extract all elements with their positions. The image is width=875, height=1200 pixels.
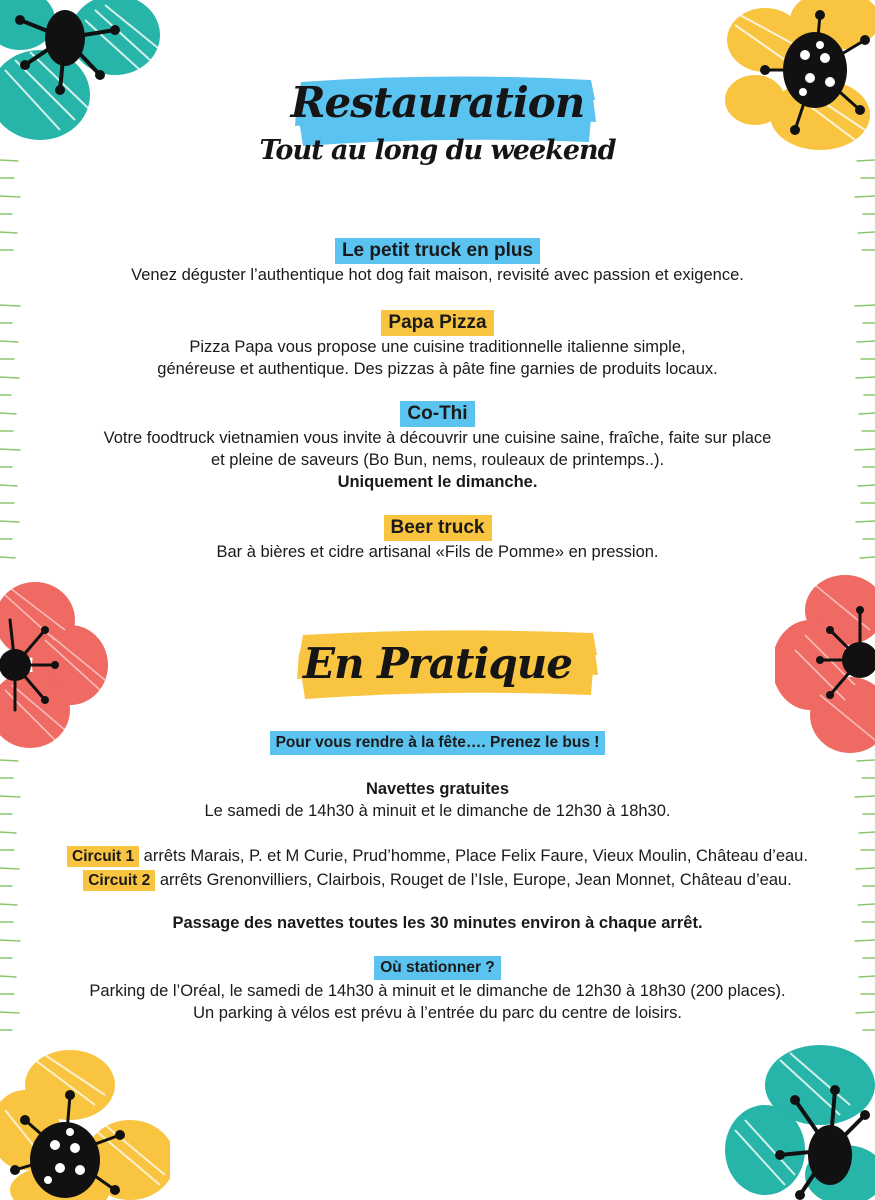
vendor-name-tag: Papa Pizza bbox=[381, 310, 493, 336]
circuit-stops: arrêts Marais, P. et M Curie, Prud’homme, Place Felix Faure, Vieux Moulin, Château d’eau. bbox=[143, 847, 808, 865]
vendor-le-petit-truck bbox=[40, 238, 835, 286]
navettes-block bbox=[40, 778, 835, 822]
circuit-stops: arrêts Grenonvilliers, Clairbois, Rouget de l’Isle, Europe, Jean Monnet, Château d’eau. bbox=[159, 871, 792, 889]
parking-line: Parking de l’Oréal, le samedi de 14h30 à minuit et le dimanche de 12h30 à 18h30 (200 places). bbox=[89, 982, 786, 1000]
vendor-description: Pizza Papa vous propose une cuisine traditionnelle italienne simple, bbox=[189, 338, 686, 356]
circuits-block bbox=[40, 845, 835, 891]
vendor-co-thi bbox=[40, 401, 835, 493]
circuit-row bbox=[40, 845, 835, 867]
bus-banner-block bbox=[40, 731, 835, 755]
vendor-beer-truck bbox=[40, 515, 835, 563]
bus-banner: Pour vous rendre à la fête…. Prenez le bus ! bbox=[270, 731, 606, 755]
circuit-label: Circuit 1 bbox=[67, 846, 139, 867]
vendor-papa-pizza bbox=[40, 310, 835, 380]
yellow-flower-bottom-left bbox=[0, 1050, 170, 1200]
parking-line: Un parking à vélos est prévu à l’entrée du parc du centre de loisirs. bbox=[193, 1004, 682, 1022]
restauration-heading bbox=[0, 66, 875, 196]
vendor-name-tag: Beer truck bbox=[384, 515, 492, 541]
pratique-title: En Pratique bbox=[302, 639, 573, 688]
teal-flower-bottom-right bbox=[725, 1045, 875, 1200]
frequency-text: Passage des navettes toutes les 30 minutes environ à chaque arrêt. bbox=[172, 914, 703, 932]
vendor-name-tag: Le petit truck en plus bbox=[335, 238, 540, 264]
restauration-subtitle: Tout au long du weekend bbox=[259, 135, 616, 166]
vendor-description: Bar à bières et cidre artisanal «Fils de Pomme» en pression. bbox=[216, 543, 659, 561]
navettes-hours: Le samedi de 14h30 à minuit et le dimanche de 12h30 à 18h30. bbox=[204, 802, 671, 820]
parking-banner: Où stationner ? bbox=[374, 956, 501, 980]
pratique-heading bbox=[0, 625, 875, 705]
vendor-name-tag: Co-Thi bbox=[400, 401, 474, 427]
parking-block bbox=[40, 956, 835, 1024]
vendor-description: généreuse et authentique. Des pizzas à pâte fine garnies de produits locaux. bbox=[157, 360, 718, 378]
circuit-label: Circuit 2 bbox=[83, 870, 155, 891]
restauration-title: Restauration bbox=[290, 78, 585, 127]
vendor-description: Venez déguster l’authentique hot dog fait maison, revisité avec passion et exigence. bbox=[131, 266, 744, 284]
frequency-block bbox=[40, 912, 835, 934]
circuit-row bbox=[40, 869, 835, 891]
vendor-description: et pleine de saveurs (Bo Bun, nems, rouleaux de printemps..). bbox=[210, 451, 665, 469]
vendor-note: Uniquement le dimanche. bbox=[337, 473, 538, 491]
vendor-description: Votre foodtruck vietnamien vous invite à découvrir une cuisine saine, fraîche, faite sur place bbox=[103, 429, 772, 447]
navettes-title: Navettes gratuites bbox=[365, 780, 510, 798]
